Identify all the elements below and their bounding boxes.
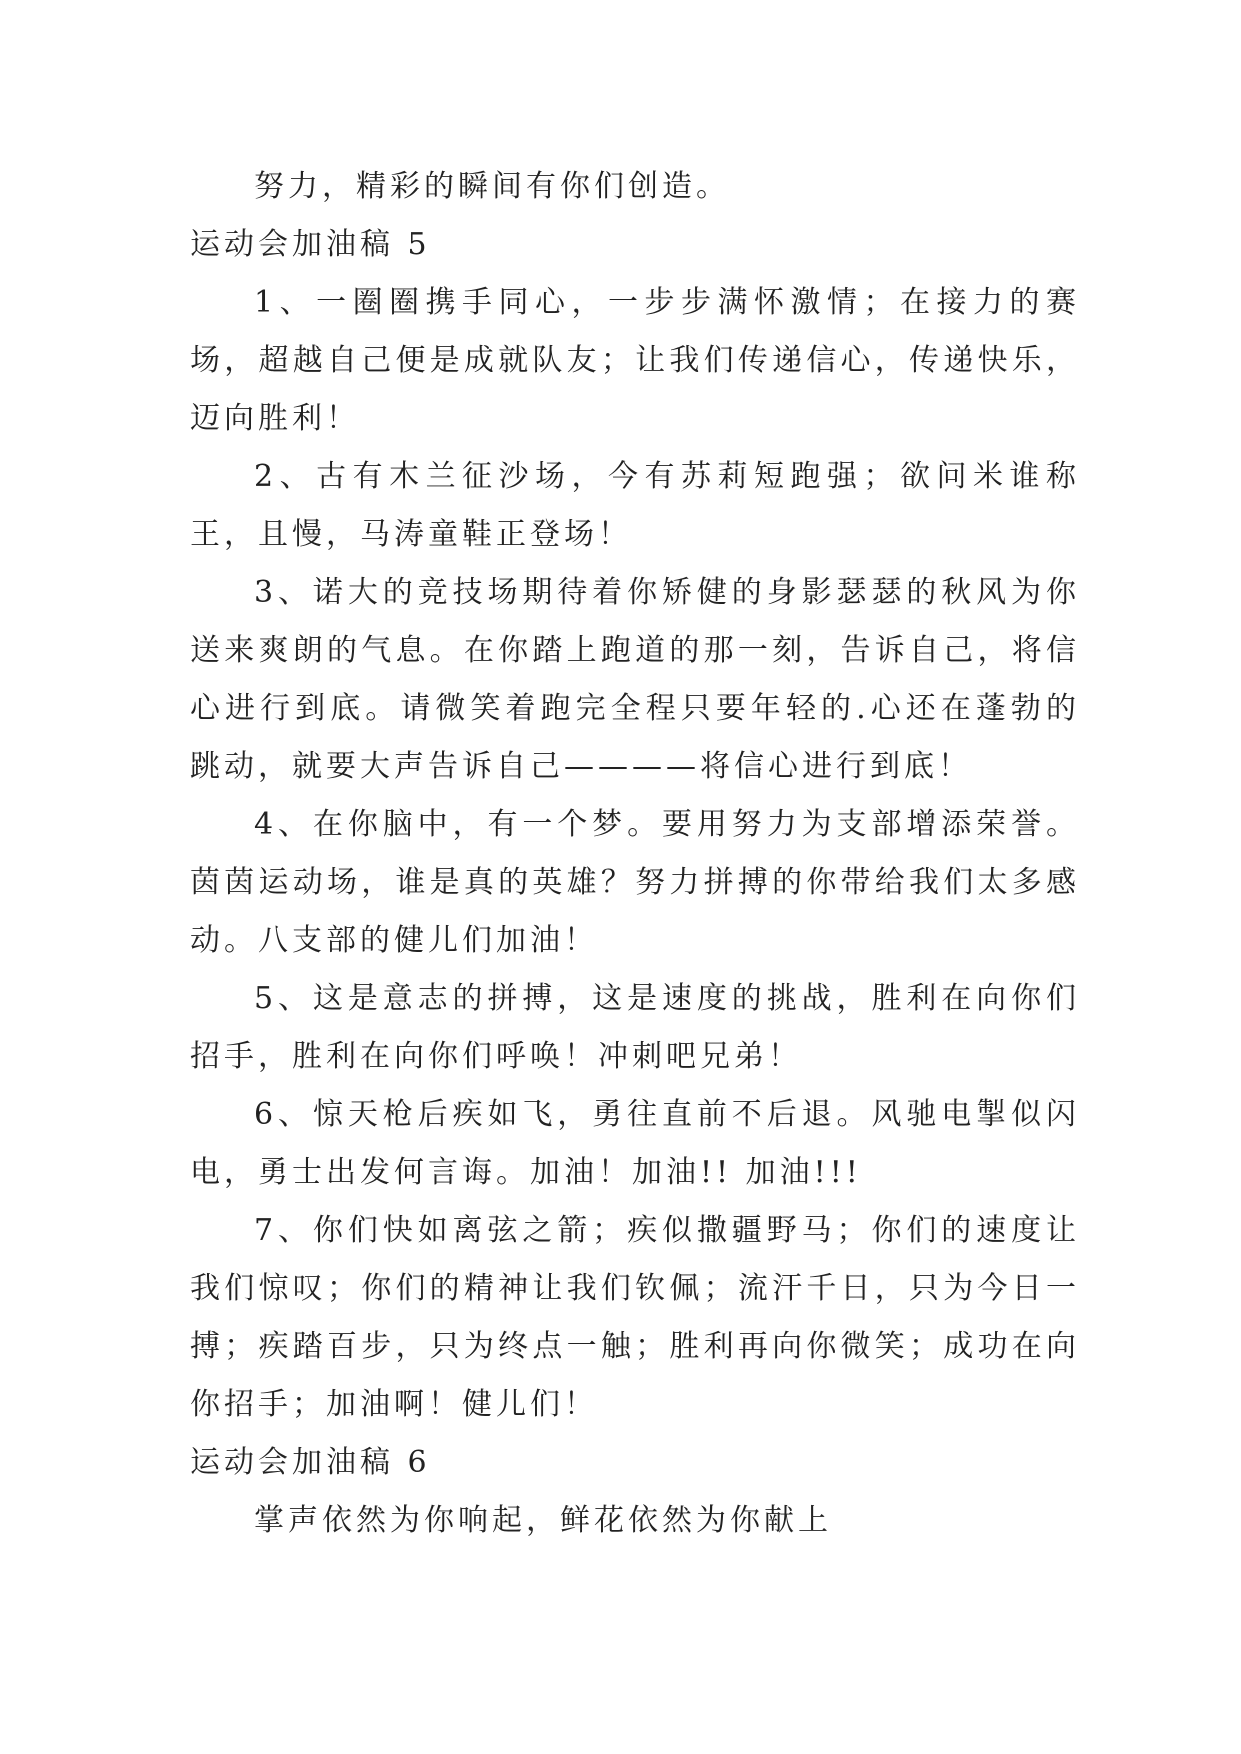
document-body	[190, 158, 1080, 1550]
paragraph-intro-continuation: 努力，精彩的瞬间有你们创造。	[254, 169, 730, 204]
section-heading-5: 运动会加油稿 5	[190, 227, 431, 262]
paragraph-item-7: 7、你们快如离弦之箭；疾似撒疆野马；你们的速度让我们惊叹；你们的精神让我们钦佩；流汗千日，只为今日一搏；疾踏百步，只为终点一触；胜利再向你微笑；成功在向你招手；加油啊！健儿们！	[190, 1213, 1080, 1422]
paragraph-item-5: 5、这是意志的拼搏，这是速度的挑战，胜利在向你们招手，胜利在向你们呼唤！冲刺吧兄弟！	[190, 981, 1080, 1074]
section-heading-6: 运动会加油稿 6	[190, 1445, 431, 1480]
paragraph-item-3: 3、诺大的竞技场期待着你矫健的身影瑟瑟的秋风为你送来爽朗的气息。在你踏上跑道的那一刻，告诉自己，将信心进行到底。请微笑着跑完全程只要年轻的.心还在蓬勃的跳动，就要大声告诉自己————将信心进行到底！	[190, 575, 1080, 784]
paragraph-item-6: 6、惊天枪后疾如飞，勇往直前不后退。风驰电掣似闪电，勇士出发何言诲。加油！加油!! 加油!!!	[190, 1097, 1080, 1190]
paragraph-section-6-start: 掌声依然为你响起，鲜花依然为你献上	[254, 1503, 832, 1538]
paragraph-item-4: 4、在你脑中，有一个梦。要用努力为支部增添荣誉。茵茵运动场，谁是真的英雄？努力拼搏的你带给我们太多感动。八支部的健儿们加油！	[190, 807, 1080, 958]
paragraph-item-2: 2、古有木兰征沙场，今有苏莉短跑强；欲问米谁称王，且慢，马涛童鞋正登场！	[190, 459, 1080, 552]
paragraph-item-1: 1、一圈圈携手同心，一步步满怀激情；在接力的赛场，超越自己便是成就队友；让我们传递信心，传递快乐，迈向胜利！	[190, 285, 1080, 436]
